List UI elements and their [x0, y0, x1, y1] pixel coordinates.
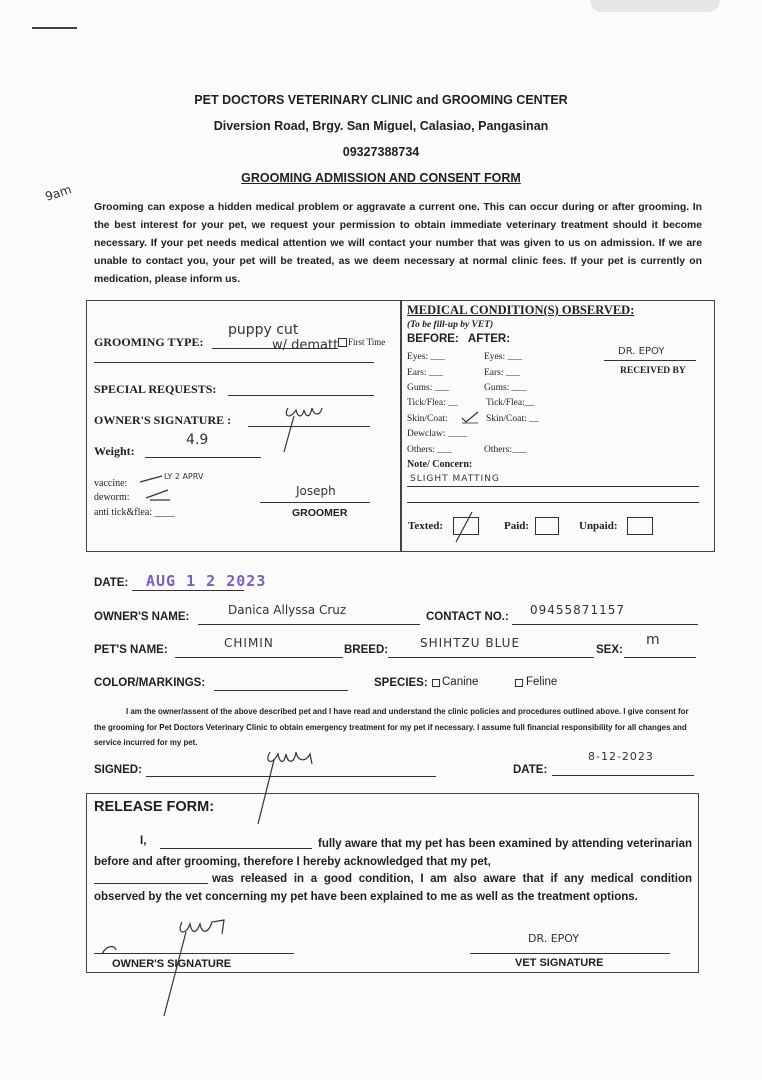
scan-mark [32, 27, 77, 29]
weight-line [145, 457, 261, 458]
ears-after: Ears: ___ [484, 368, 521, 378]
feline-label: Feline [526, 676, 558, 688]
others-after: Others:___ [484, 445, 527, 455]
owner-name-label: OWNER'S NAME: [94, 611, 190, 623]
contact-value[interactable]: 09455871157 [530, 603, 625, 617]
release-text-3: was released in a good condition, I am also aware that if any medical condition observed by the vet concerning my pet have been explained to me as well as the treatment options. [94, 873, 692, 903]
ears-before: Ears: ___ [407, 368, 444, 378]
owner-name-value[interactable]: Danica Allyssa Cruz [228, 603, 347, 617]
color-line [214, 690, 348, 691]
received-by-line [604, 360, 696, 361]
note-value[interactable]: SLIGHT MATTING [410, 474, 500, 484]
consent-date-line [552, 775, 694, 776]
skin-coat-check [460, 410, 480, 424]
release-text-i: I, [140, 835, 147, 847]
skin-coat-after: Skin/Coat: __ [486, 414, 539, 424]
eyes-before: Eyes: ___ [407, 352, 445, 362]
canine-label: Canine [442, 676, 479, 688]
deworm-label: deworm: [94, 492, 130, 503]
date-line [132, 590, 244, 591]
species-label: SPECIES: [374, 677, 428, 689]
weight-label: Weight: [94, 444, 135, 458]
release-vet-signature-label: VET SIGNATURE [515, 957, 604, 969]
clinic-address: Diversion Road, Brgy. San Miguel, Calasiao, Pangasinan [213, 119, 549, 133]
vaccine-label: vaccine: [94, 478, 128, 489]
deworm-check [142, 488, 172, 502]
release-owner-signature-label: OWNER'S SIGNATURE [112, 958, 232, 970]
sex-label: SEX: [596, 644, 623, 656]
vaccine-value[interactable]: LY 2 APRV [164, 472, 204, 481]
gums-before: Gums: ___ [407, 383, 449, 393]
pet-name-label: PET'S NAME: [94, 644, 168, 656]
received-by-name: DR. EPOY [618, 346, 665, 357]
owner-signature-scribble [278, 396, 338, 456]
groomer-label: GROOMER [292, 507, 348, 519]
owner-name-line [198, 624, 420, 625]
contact-line [512, 624, 698, 625]
release-vet-name: DR. EPOY [528, 932, 580, 945]
breed-line [388, 657, 594, 658]
box-divider [400, 301, 402, 551]
owner-signature-label: OWNER'S SIGNATURE : [94, 413, 232, 427]
release-text-2: fully aware that my pet has been examined by attending veterinarian before and after grooming, therefore I hereby acknowledged that my pet, [94, 838, 692, 868]
groomer-name[interactable]: Joseph [296, 484, 336, 498]
others-before: Others: ___ [407, 445, 452, 455]
clinic-phone: 09327388734 [342, 145, 420, 159]
medical-title: MEDICAL CONDITION(S) OBSERVED: [407, 303, 635, 317]
before-after-header: BEFORE: AFTER: [407, 333, 511, 345]
skin-coat-before: Skin/Coat: [407, 414, 448, 424]
color-label: COLOR/MARKINGS: [94, 677, 206, 689]
eyes-after: Eyes: ___ [484, 352, 522, 362]
vaccine-check [138, 474, 164, 486]
tick-flea-before: Tick/Flea: __ [407, 398, 458, 408]
texted-label: Texted: [408, 520, 444, 532]
consent-date-value[interactable]: 8-12-2023 [588, 750, 654, 763]
groomer-line [260, 502, 370, 503]
tick-flea-after: Tick/Flea:__ [486, 398, 535, 408]
date-stamp: AUG 1 2 2023 [146, 572, 267, 590]
date-label: DATE: [94, 577, 129, 589]
canine-checkbox[interactable] [432, 679, 440, 687]
weight-value[interactable]: 4.9 [186, 432, 209, 448]
clinic-name: PET DOCTORS VETERINARY CLINIC and GROOMING CENTER [194, 93, 568, 107]
sex-value[interactable]: m [646, 632, 660, 648]
margin-note: 9am [43, 182, 74, 204]
signed-label: SIGNED: [94, 764, 142, 776]
sex-line [624, 657, 696, 658]
scan-smudge [590, 0, 720, 12]
paid-checkbox[interactable] [535, 517, 559, 535]
first-time-label: First Time [348, 337, 386, 347]
grooming-type-value[interactable]: puppy cut [228, 322, 299, 338]
note-label: Note/ Concern: [407, 459, 473, 470]
first-time-checkbox[interactable] [338, 338, 347, 347]
dewclaw: Dewclaw: ____ [407, 429, 467, 439]
paid-label: Paid: [504, 520, 530, 532]
grooming-type-label: GROOMING TYPE: [94, 335, 204, 349]
feline-checkbox[interactable] [515, 679, 523, 687]
anti-tick-label: anti tick&flea: ____ [94, 507, 175, 518]
contact-label: CONTACT NO.: [426, 611, 509, 623]
unpaid-label: Unpaid: [579, 520, 618, 532]
texted-mark [450, 510, 478, 544]
breed-label: BREED: [344, 644, 389, 656]
breed-value[interactable]: SHIHTZU BLUE [420, 636, 521, 650]
release-vet-line [470, 953, 670, 954]
release-owner-line [94, 953, 294, 954]
grooming-type-line-2 [94, 362, 374, 363]
note-line-2 [407, 502, 699, 503]
pet-name-line [175, 657, 343, 658]
form-title: GROOMING ADMISSION AND CONSENT FORM [241, 171, 521, 185]
note-line-1 [407, 486, 699, 487]
unpaid-checkbox[interactable] [627, 517, 653, 535]
pet-name-value[interactable]: CHIMIN [224, 636, 274, 650]
intro-paragraph: Grooming can expose a hidden medical problem or aggravate a current one. This can occur during or after grooming. In the best interest for your pet, we request your permission to obtain immediate veterinary treatment should it become necessary. If your pet needs medical attention we will contact your number that was given to us on admission. If we are unable to contact you, your pet will be treated, as we deem necessary at normal clinic fees. If your pet is currently on medication, please inform us. [94, 202, 702, 285]
received-by-label: RECEIVED BY [620, 366, 686, 376]
release-title: RELEASE FORM: [94, 799, 215, 815]
gums-after: Gums: ___ [484, 383, 526, 393]
consent-text: I am the owner/assent of the above described pet and I have read and understand the clinic policies and procedures outlined above. I give consent for the grooming for Pet Doctors Veterinary Clinic to obtain emergency treatment for my pet if necessary. I assume full financial responsibility for all changes and service incurred for my pet. [94, 707, 689, 747]
consent-date-label: DATE: [513, 764, 548, 776]
grooming-type-value-2[interactable]: w/ dematt [272, 338, 339, 353]
medical-subtitle: (To be fill-up by VET) [407, 320, 494, 330]
special-requests-label: SPECIAL REQUESTS: [94, 382, 217, 396]
